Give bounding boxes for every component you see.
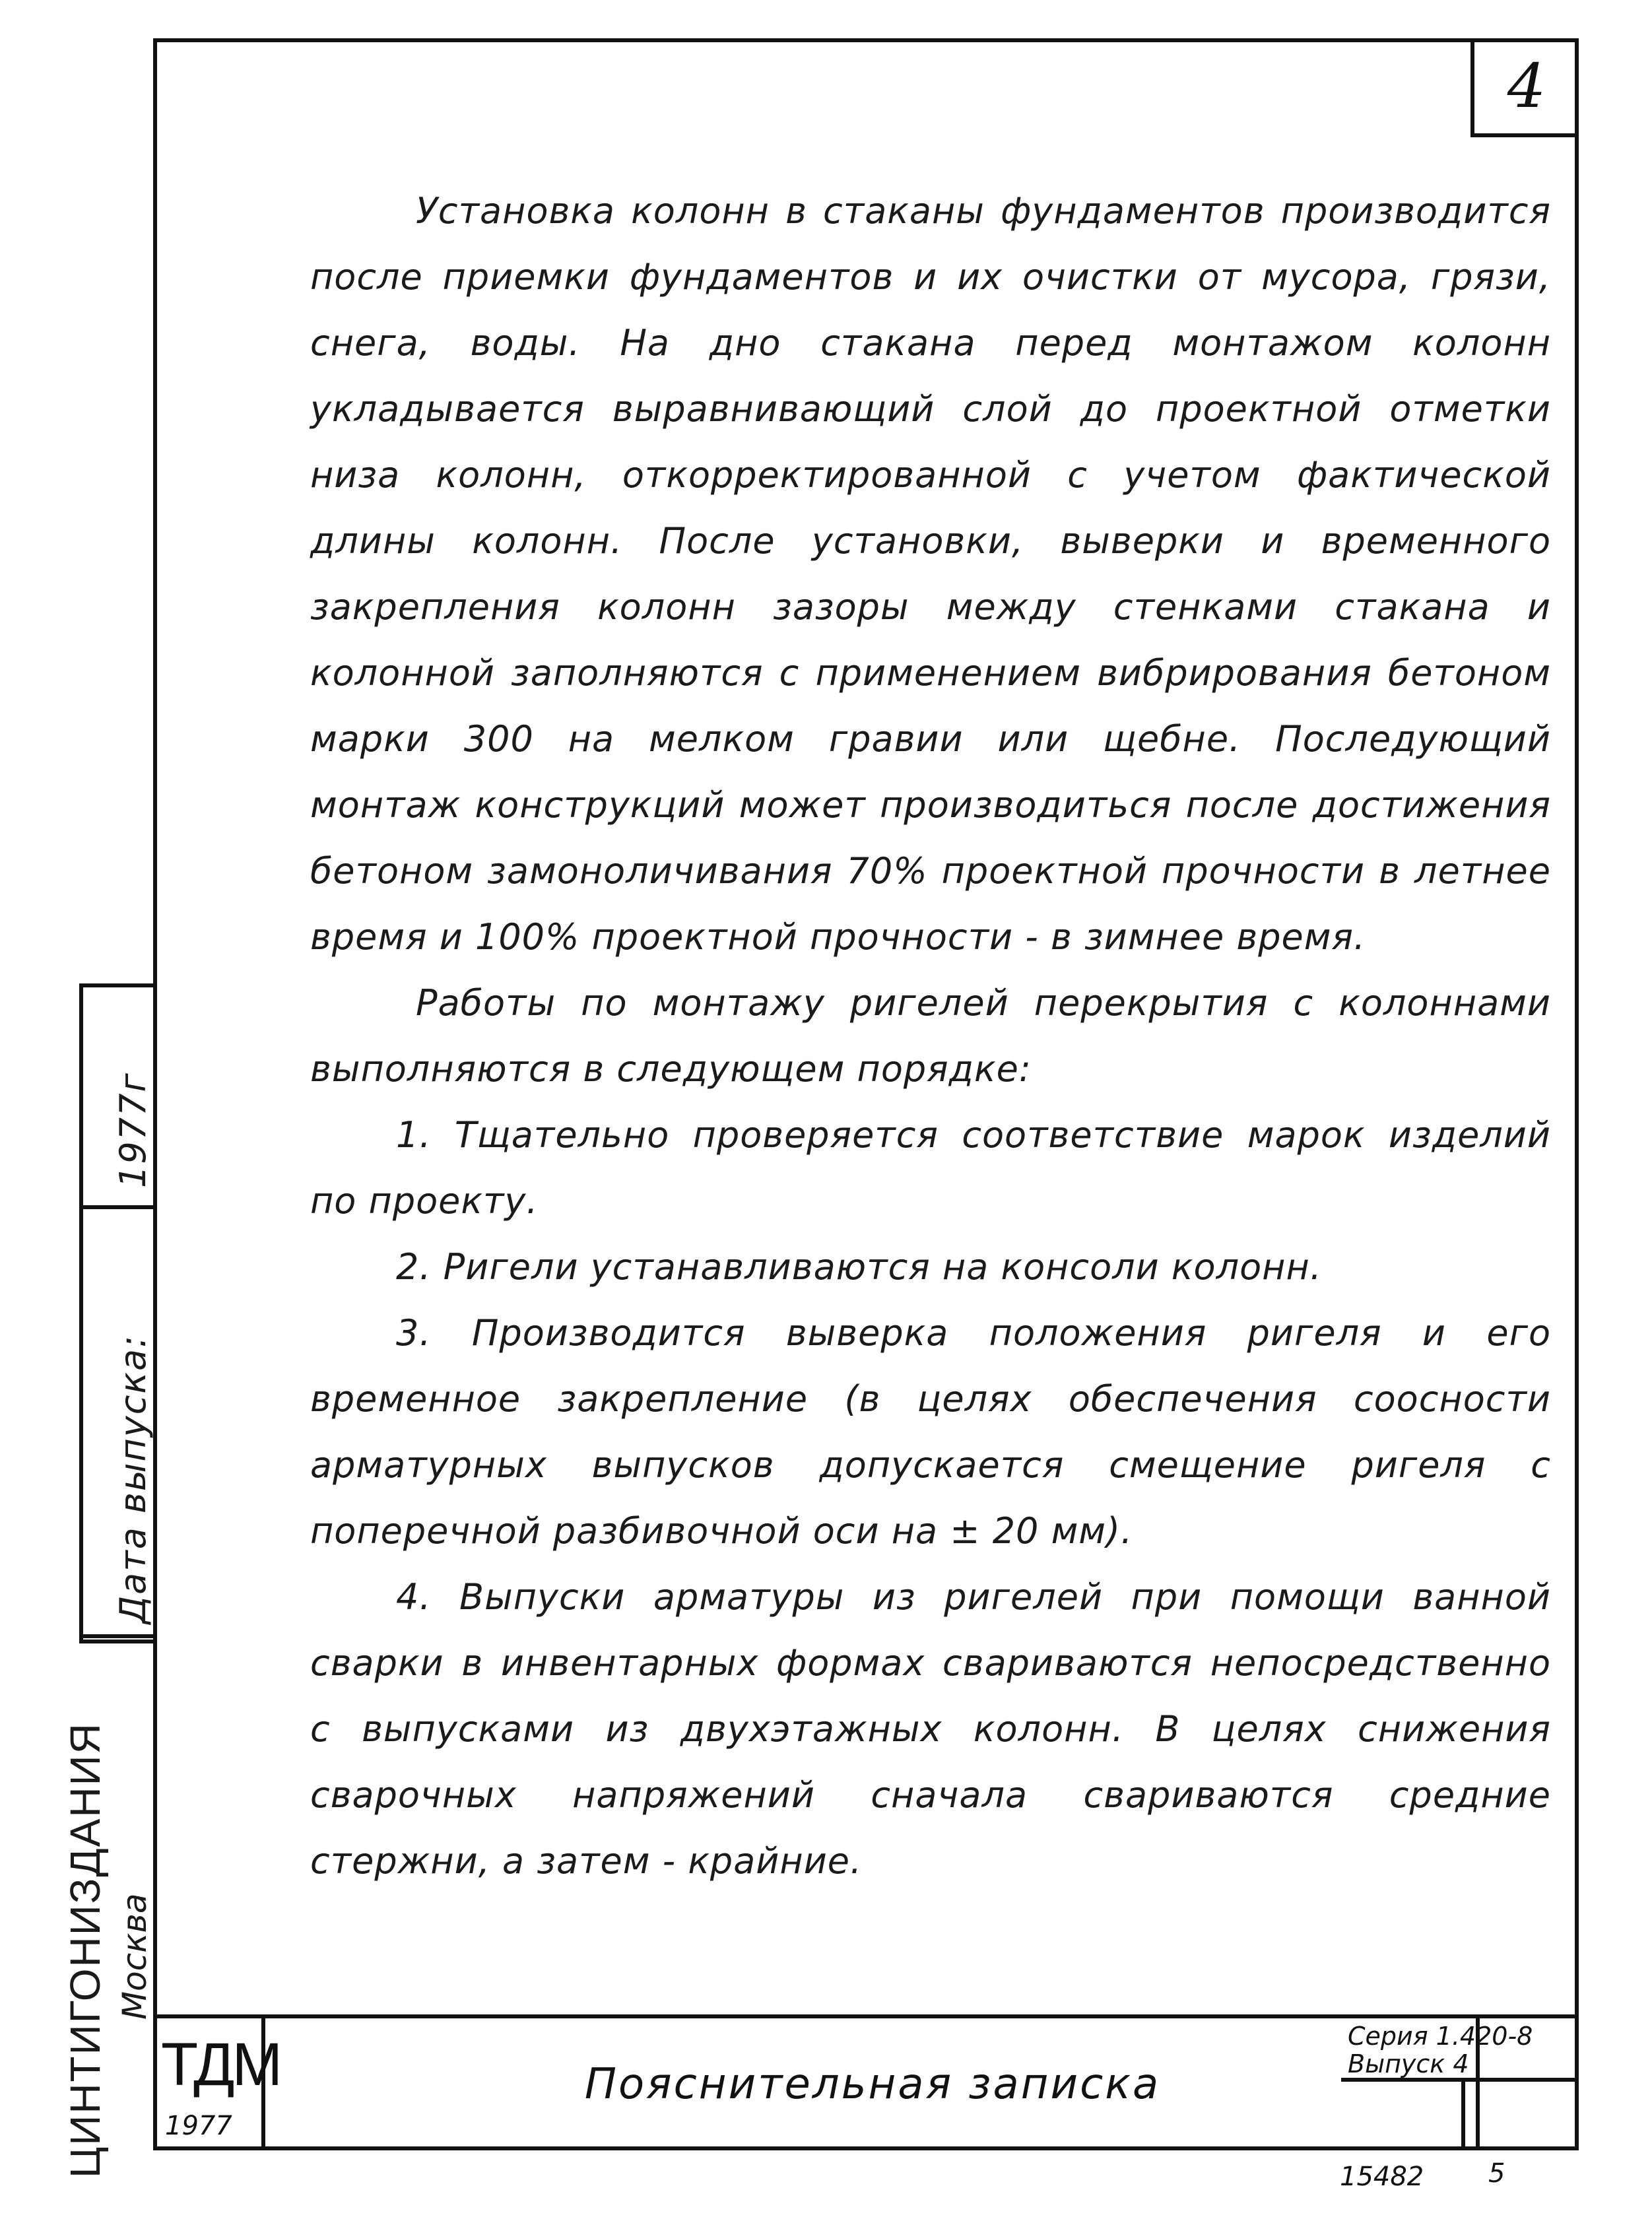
series-number: Серия 1.420-8 — [1348, 2022, 1533, 2051]
sheet-number: 5 — [1488, 2158, 1505, 2189]
issue-number: Выпуск 4 — [1348, 2049, 1469, 2078]
release-date-label: Дата выпуска: — [112, 1334, 154, 1624]
stamp-divider — [83, 1634, 157, 1638]
paragraph-girders-intro: Работы по монтажу ригелей перекрытия с колоннами выполняются в следующем порядке: — [310, 982, 1551, 1090]
explanatory-text — [310, 178, 1551, 1894]
org-logo: ТДМ — [161, 2031, 281, 2098]
page-number: 4 — [1470, 38, 1579, 137]
release-year: 1977г — [112, 1072, 154, 1188]
publisher-name: ЦИНТИГОНИЗДАНИЯ — [61, 1722, 109, 2178]
org-year: 1977 — [165, 2111, 232, 2141]
list-item: 1. Тщательно проверяется соответствие марок изделий по проекту. — [310, 1114, 1551, 1222]
series-text — [1341, 2018, 1575, 2082]
paragraph-columns-installation: Установка колонн в стаканы фундаментов производится после приемки фундаментов и их очистки от мусора, грязи, снега, воды. На дно стакана перед монтажом колонн укладывается выравнивающий слой до проектной отметки низа колонн, откорректированной с учетом фактической длины колонн. После установки, выверки и временного закрепления колонн зазоры между стенками стакана и колонной заполняются с применением вибрирования бетоном марки 300 на мелком гравии или щебне. Последующий монтаж конструкций может производиться после достижения бетоном замоноличивания 70% проектной прочности в летнее время и 100% проектной прочности - в зимнее время. — [310, 190, 1551, 958]
org-cell — [153, 2018, 281, 2150]
list-item: 3. Производится выверка положения ригеля и его временное закрепление (в целях обеспечения соосности арматурных выпусков допускается смещение ригеля с поперечной разбивочной оси на ± 20 мм). — [310, 1312, 1551, 1552]
publisher-city: Москва — [116, 1893, 154, 2020]
archive-code: 15482 — [1340, 2162, 1424, 2192]
series-subcells — [1341, 2082, 1575, 2150]
stamp-divider — [83, 1205, 157, 1209]
series-cell — [1341, 2018, 1575, 2150]
cell-divider — [1461, 2082, 1465, 2150]
list-item: 2. Ригели устанавливаются на консоли колонн. — [396, 1246, 1322, 1288]
list-item: 4. Выпуски арматуры из ригелей при помощи ванной сварки в инвентарных формах свариваются непосредственно с выпусками из двухэтажных колонн. В целях снижения сварочных напряжений сначала свариваются средние стержни, а затем - крайние. — [310, 1576, 1551, 1882]
title-block — [153, 2014, 1579, 2150]
document-title: Пояснительная записка — [269, 2018, 1480, 2150]
